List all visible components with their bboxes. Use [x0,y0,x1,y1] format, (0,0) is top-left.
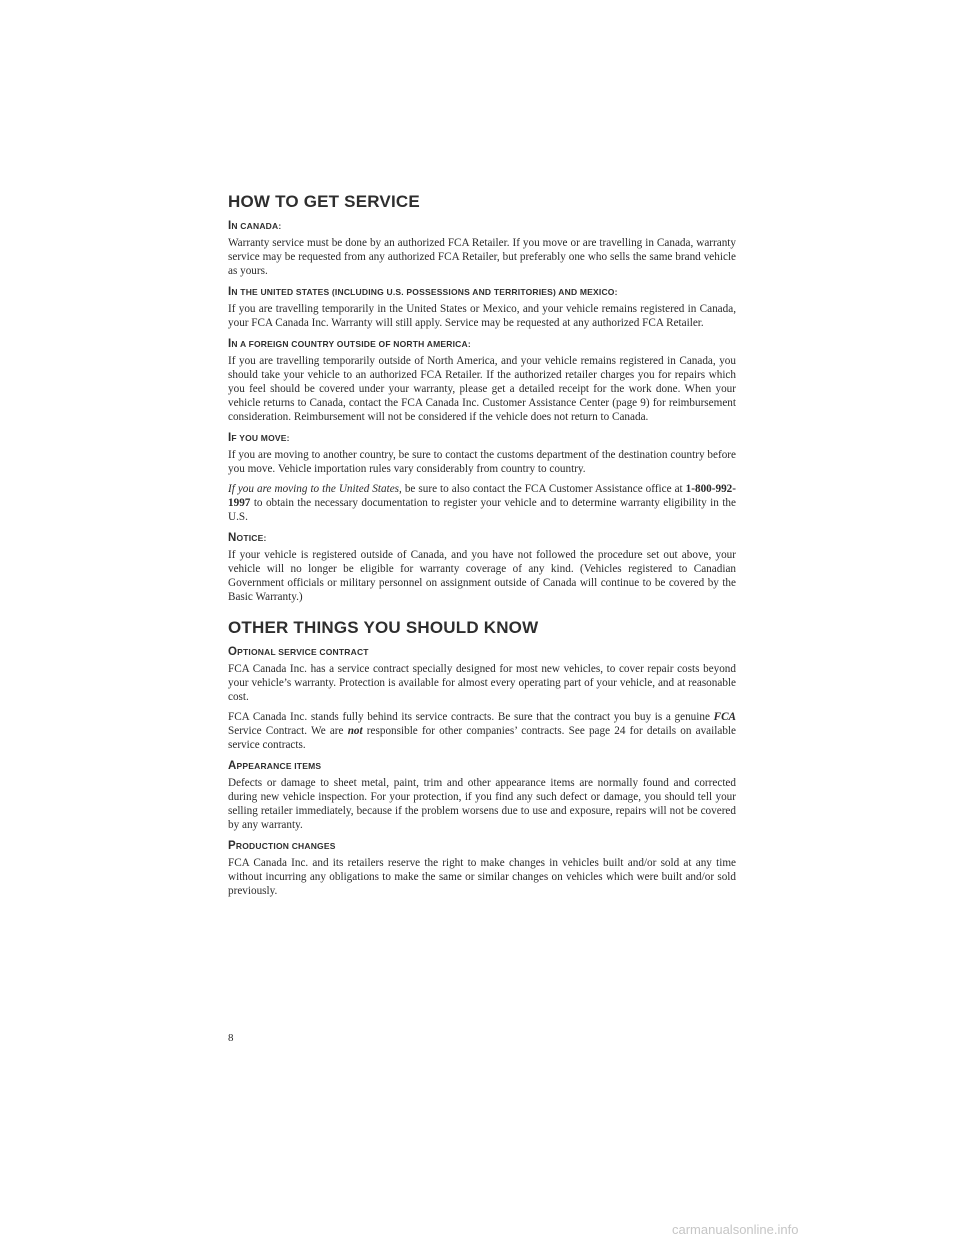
paragraph-notice: If your vehicle is registered outside of Canada, and you have not followed the procedure set out above, your vehicle will no longer be eligible for warranty coverage of any kind. (Vehicles registered to Canadian Government officials or military personnel on assignment outside of Canada will continue to be covered by the Basic Warranty.) [228,549,736,603]
paragraph-appearance-items: Defects or damage to sheet metal, paint, trim and other appearance items are normally found and corrected during new vehicle inspection. For your protection, if you find any such defect or damage, you should tell your selling retailer immediately, because if the problem worsens due to use and exposure, repairs will not be covered by any warranty. [228,777,736,831]
heading-optional-service-contract: OPTIONAL SERVICE CONTRACT [228,646,369,658]
paragraph-optional-contract-2: FCA Canada Inc. stands fully behind its service contracts. Be sure that the contract you buy is a genuine FCA Service Contract. We are not responsible for other companies’ contracts. See page 24 for details on available service contracts. [228,711,736,751]
heading-in-canada: IN CANADA: [228,220,282,232]
paragraph-production-changes: FCA Canada Inc. and its retailers reserve the right to make changes in vehicles built and/or sold at any time without incurring any obligations to make the same or similar changes on vehicles which were built and/or sold previously. [228,857,736,897]
section-title-other-things: OTHER THINGS YOU SHOULD KNOW [228,618,539,637]
heading-foreign-country: IN A FOREIGN COUNTRY OUTSIDE OF NORTH AMERICA: [228,338,471,350]
watermark: carmanualsonline.info [672,1222,799,1237]
not-emphasis: not [347,725,363,737]
manual-page [228,192,736,904]
paragraph-optional-contract-1: FCA Canada Inc. has a service contract specially designed for most new vehicles, to cover repair costs beyond your vehicle’s warranty. Protection is available for almost every operating part of your vehicle, and at reasonable cost. [228,663,736,703]
heading-if-you-move: IF YOU MOVE: [228,432,290,444]
paragraph-foreign-country: If you are travelling temporarily outside of North America, and your vehicle remains registered in Canada, you should take your vehicle to an authorized FCA Retailer. If the authorized retailer charges you for repairs which you feel should be covered under your warranty, please get a detailed receipt for the work done. When your vehicle returns to Canada, contact the FCA Canada Inc. Customer Assistance Center (page 9) for reimbursement consideration. Reimbursement will not be considered if the vehicle does not return to Canada. [228,355,736,423]
heading-notice: NOTICE: [228,532,267,544]
paragraph-in-us-mexico: If you are travelling temporarily in the United States or Mexico, and your vehicle remains registered in Canada, your FCA Canada Inc. Warranty will still apply. Service may be requested at any authorized FCA Retailer. [228,303,736,329]
fca-emphasis: FCA [713,711,736,723]
moving-to-us-italic: If you are moving to the United States, [228,483,402,495]
heading-production-changes: PRODUCTION CHANGES [228,840,336,852]
paragraph-moving-to-us: If you are moving to the United States, be sure to also contact the FCA Customer Assistance office at 1-800-992-1997 to obtain the necessary documentation to register your vehicle and to determine warranty eligibility in the U.S. [228,483,736,523]
heading-appearance-items: APPEARANCE ITEMS [228,760,322,772]
heading-in-us-mexico: IN THE UNITED STATES (INCLUDING U.S. POSSESSIONS AND TERRITORIES) AND MEXICO: [228,286,618,298]
section-title-how-to-get-service: HOW TO GET SERVICE [228,192,420,211]
customer-assistance-phone: 1-800-992-1997 [228,483,736,509]
paragraph-in-canada: Warranty service must be done by an authorized FCA Retailer. If you move or are travelling in Canada, warranty service may be requested from any authorized FCA Retailer, but preferably one who sells the same brand vehicle as yours. [228,237,736,277]
paragraph-if-you-move: If you are moving to another country, be sure to contact the customs department of the destination country before you move. Vehicle importation rules vary considerably from country to country. [228,449,736,475]
page-number: 8 [228,1032,234,1044]
